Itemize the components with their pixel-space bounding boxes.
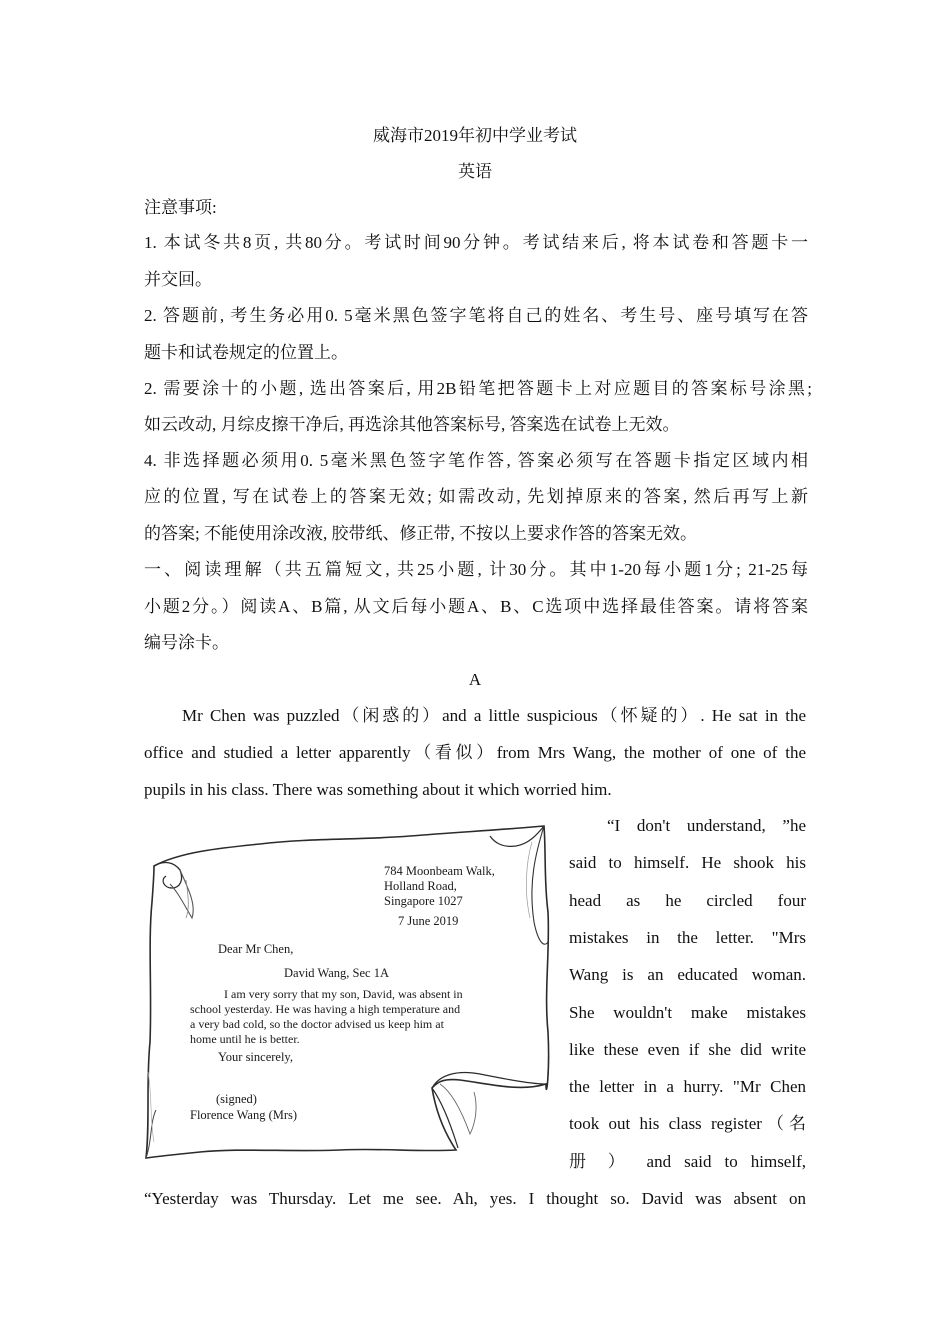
notice-line: 的答案; 不能使用涂改液, 胶带纸、修正带, 不按以上要求作答的答案无效。 (144, 524, 697, 543)
paragraph-line: She wouldn't make mistakes (569, 1003, 806, 1022)
notice-heading: 注意事项: (144, 198, 217, 217)
paragraph-line: mistakes in the letter. "Mrs (569, 928, 806, 947)
letter-body-line: home until he is better. (190, 1032, 300, 1046)
notice-line: 并交回。 (144, 270, 212, 289)
letter-body-line: school yesterday. He was having a high temperature and (190, 1002, 461, 1016)
notice-line: 应的位置, 写在试卷上的答案无效; 如需改动, 先划掉原来的答案, 然后再写上新 (144, 487, 808, 506)
notice-line: 2. 答题前, 考生务必用0. 5毫米黑色签字笔将自己的姓名、考生号、座号填写在答 (144, 306, 808, 325)
paragraph-line: said to himself. He shook his (569, 853, 806, 872)
letter-signed: (signed) (216, 1092, 257, 1106)
letter-signature: Florence Wang (Mrs) (190, 1108, 298, 1122)
paragraph-line: like these even if she did write (569, 1040, 806, 1059)
section-instruction: 编号涂卡。 (144, 633, 229, 652)
paragraph-line: took out his class register（名 (569, 1114, 806, 1133)
section-instruction: 一、阅读理解（共五篇短文, 共25小题, 计30分。其中1-20每小题1分; 21-25每 (144, 560, 808, 579)
paragraph-line: 册 ） and said to himself, (569, 1152, 806, 1171)
paragraph-line: the letter in a hurry. "Mr Chen (569, 1077, 806, 1096)
paragraph-line: “Yesterday was Thursday. Let me see. Ah, yes. I thought so. David was absent on (144, 1189, 806, 1208)
paragraph-line: “I don't understand, ”he (607, 816, 806, 835)
notice-line: 2. 需要涂十的小题, 选出答案后, 用2B铅笔把答题卡上对应题目的答案标号涂黑; (144, 379, 812, 398)
letter-address: 784 Moonbeam Walk, (384, 864, 495, 878)
letter-address: Singapore 1027 (384, 894, 463, 908)
letter-body-line: a very bad cold, so the doctor advised us keep him at (190, 1017, 444, 1031)
exam-title: 威海市2019年初中学业考试 (373, 126, 577, 145)
letter-closing: Your sincerely, (218, 1050, 293, 1064)
paragraph-line: Wang is an educated woman. (569, 965, 806, 984)
passage-label: A (468, 670, 482, 689)
letter-salutation: Dear Mr Chen, (218, 942, 294, 956)
notice-line: 4. 非选择题必须用0. 5毫米黑色签字笔作答, 答案必须写在答题卡指定区域内相 (144, 451, 808, 470)
letter-body-line: I am very sorry that my son, David, was absent in (224, 987, 463, 1001)
exam-subject: 英语 (458, 162, 492, 181)
paragraph-line: pupils in his class. There was something about it which worried him. (144, 780, 612, 799)
paragraph-line: office and studied a letter apparently（看似）from Mrs Wang, the mother of one of the (144, 743, 806, 762)
letter-address: Holland Road, (384, 879, 457, 893)
section-instruction: 小题2分。）阅读A、B篇, 从文后每小题A、B、C选项中选择最佳答案。请将答案 (144, 597, 808, 616)
paragraph-line: Mr Chen was puzzled（闲惑的）and a little suspicious（怀疑的）. He sat in the (182, 706, 806, 725)
paragraph-line: head as he circled four (569, 891, 806, 910)
letter-figure (140, 822, 556, 1164)
notice-line: 如云改动, 月综皮擦干净后, 再选涂其他答案标号, 答案选在试卷上无效。 (144, 415, 680, 434)
notice-line: 题卡和试卷规定的位置上。 (144, 343, 348, 362)
letter-subject: David Wang, Sec 1A (284, 966, 389, 980)
letter-date: 7 June 2019 (398, 914, 459, 928)
notice-line: 1. 本试冬共8页, 共80分。考试时间90分钟。考试结来后, 将本试卷和答题卡一 (144, 233, 808, 252)
